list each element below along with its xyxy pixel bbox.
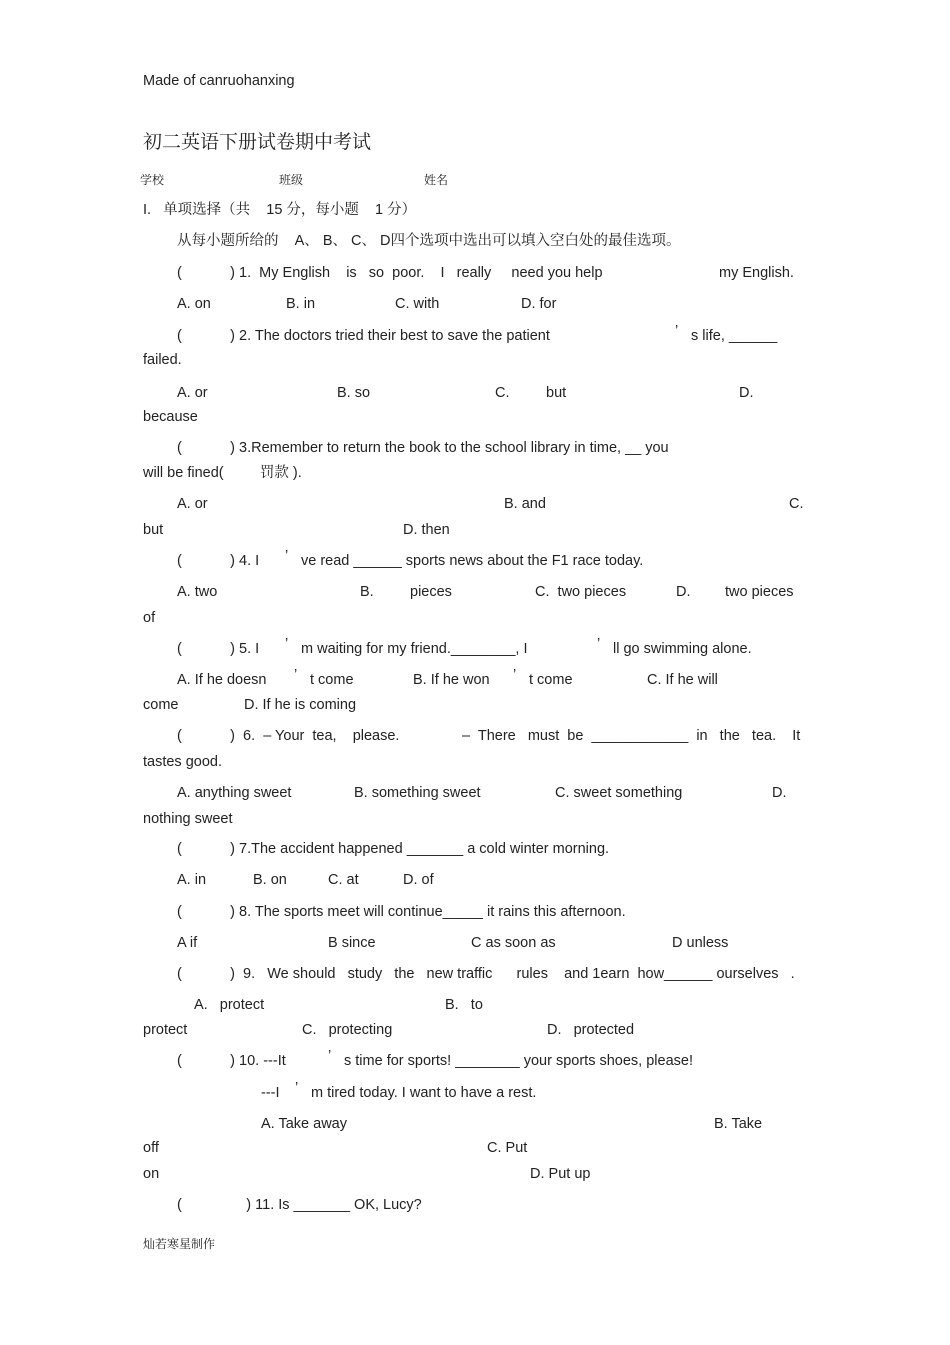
q10-option-c: C. Put [487,1140,528,1156]
footer-text: 灿若寒星制作 [143,1237,216,1251]
q11-stem: ( ) 11. Is _______ OK, Lucy? [177,1197,422,1213]
q5-option-b-end: t come [529,672,573,688]
q5-option-d: D. If he is coming [244,697,357,713]
q10-stem-end: s time for sports! ________ your sports shoes, please! [344,1053,693,1069]
q5-option-c: C. If he will [647,672,718,688]
q1-stem: ( ) 1. My English is so poor. I really need you help [177,265,603,281]
q6-stem-mid: – There must be ____________ in the tea. It [462,728,801,744]
q8-option-b: B since [328,935,376,951]
q6-option-d-text: nothing sweet [143,811,233,827]
q1-stem-end: my English. [719,265,794,281]
q2-apostrophe: ’ [675,323,679,339]
q4-option-b-text: pieces [410,584,452,600]
q5-option-c-cont: come [143,697,179,713]
q10-stem: ( ) 10. ---It [177,1053,286,1069]
q6-stem: ( ) 6. – Your tea, please. [177,728,400,744]
q9-option-d: D. protected [547,1022,635,1038]
q1-option-c: C. with [395,296,440,312]
q1-option-a: A. on [177,296,211,312]
q3-option-c-text: but [143,522,164,538]
q10-option-c-cont: on [143,1166,160,1182]
q6-option-a: A. anything sweet [177,785,292,801]
q10-apostrophe-1: ’ [328,1048,332,1064]
q3-option-d: D. then [403,522,450,538]
q4-option-c: C. two pieces [535,584,627,600]
q10-reply: ---I [261,1085,280,1101]
q10-option-a: A. Take away [261,1116,347,1132]
q10-reply-end: m tired today. I want to have a rest. [311,1085,537,1101]
q9-option-b-cont: protect [143,1022,188,1038]
q4-option-a: A. two [177,584,218,600]
field-name-label: 姓名 [424,173,449,187]
q1-option-d: D. for [521,296,557,312]
q9-option-c: C. protecting [302,1022,393,1038]
q4-option-b-label: B. [360,584,374,600]
q2-option-a: A. or [177,385,208,401]
q2-option-c-label: C. [495,385,510,401]
q4-option-d-cont: of [143,610,156,626]
q8-option-d: D unless [672,935,729,951]
q6-option-b: B. something sweet [354,785,481,801]
q7-option-a: A. in [177,872,207,888]
field-class-label: 班级 [279,173,304,187]
q8-stem: ( ) 8. The sports meet will continue_____ it rains this afternoon. [177,904,626,920]
q8-option-a: A if [177,935,198,951]
q5-option-a: A. If he doesn [177,672,267,688]
q8-option-c: C as soon as [471,935,556,951]
q10-option-b: B. Take [714,1116,763,1132]
q2-stem: ( ) 2. The doctors tried their best to save the patient [177,328,550,344]
q9-option-a: A. protect [194,997,265,1013]
q3-stem: ( ) 3.Remember to return the book to the school library in time, __ you [177,440,669,456]
q2-option-d-label: D. [739,385,754,401]
q6-stem-cont: tastes good. [143,754,222,770]
q10-option-b-cont: off [143,1140,159,1156]
q5-apostrophe-4: ’ [513,667,517,683]
q7-stem: ( ) 7.The accident happened _______ a cold winter morning. [177,841,610,857]
q2-option-c-text: but [546,385,567,401]
q5-stem-end: ll go swimming alone. [613,641,752,657]
q3-option-a: A. or [177,496,208,512]
q6-option-d-label: D. [772,785,787,801]
q1-option-b: B. in [286,296,316,312]
q5-apostrophe-1: ’ [285,636,289,652]
field-school-label: 学校 [140,173,165,187]
q2-stem-cont: failed. [143,352,182,368]
page-title: 初二英语下册试卷期中考试 [143,131,372,153]
q3-option-b: B. and [504,496,546,512]
q3-option-c-label: C. [789,496,804,512]
q3-stem-cont: will be fined( 罚款 ). [143,465,302,481]
q4-stem: ( ) 4. I [177,553,260,569]
q5-apostrophe-2: ’ [597,636,601,652]
q10-option-d: D. Put up [530,1166,591,1182]
q2-stem-end: s life, ______ [691,328,778,344]
section-instruction: 从每小题所给的 A、 B、 C、 D四个选项中选出可以填入空白处的最佳选项。 [177,233,681,249]
q4-apostrophe: ’ [285,548,289,564]
q5-stem-mid: m waiting for my friend.________, I [301,641,528,657]
q5-apostrophe-3: ’ [294,667,298,683]
q2-option-b: B. so [337,385,371,401]
section-heading: I. 单项选择（共 15 分，每小题 1 分） [143,202,417,218]
q5-option-b: B. If he won [413,672,490,688]
q7-option-b: B. on [253,872,287,888]
q2-option-d-text: because [143,409,198,425]
q9-stem: ( ) 9. We should study the new traffic rules and 1earn how______ ourselves . [177,966,795,982]
q5-option-a-end: t come [310,672,354,688]
q7-option-c: C. at [328,872,359,888]
q10-apostrophe-2: ’ [295,1080,299,1096]
q9-option-b: B. to [445,997,483,1013]
q5-stem: ( ) 5. I [177,641,260,657]
q6-option-c: C. sweet something [555,785,683,801]
q4-option-d-label: D. [676,584,691,600]
q7-option-d: D. of [403,872,434,888]
q4-option-d-text: two pieces [725,584,794,600]
top-note: Made of canruohanxing [143,73,295,89]
q4-stem-end: ve read ______ sports news about the F1 race today. [301,553,644,569]
